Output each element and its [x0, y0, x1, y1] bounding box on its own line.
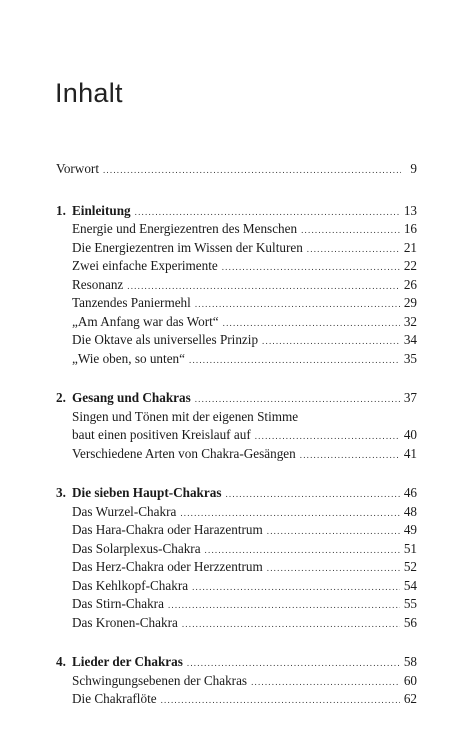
- toc-entry-label: „Wie oben, so unten“: [72, 350, 185, 366]
- dot-leader: [262, 332, 400, 351]
- toc-entry[interactable]: [56, 331, 417, 350]
- toc-entry[interactable]: [56, 558, 417, 577]
- toc-page-number: 21: [403, 239, 417, 255]
- chapter-number: 1.: [56, 202, 66, 218]
- chapter-title: Gesang und Chakras: [72, 390, 191, 405]
- toc-page-number: 62: [403, 691, 417, 706]
- toc-entry[interactable]: [56, 220, 417, 239]
- page-title: Inhalt: [55, 78, 123, 108]
- dot-leader: [195, 295, 400, 314]
- toc-page-number: 40: [403, 427, 417, 442]
- toc-page-number: 22: [403, 258, 417, 273]
- dot-leader: [187, 654, 400, 673]
- toc-entry-label: Das Wurzel-Chakra: [72, 503, 177, 519]
- dot-leader: [168, 596, 400, 615]
- toc-page-number: 35: [403, 350, 417, 366]
- toc-entry-label: Das Kehlkopf-Chakra: [72, 577, 189, 593]
- toc-entry[interactable]: [56, 276, 417, 295]
- toc-entry[interactable]: [56, 690, 417, 709]
- toc-entry[interactable]: [56, 426, 417, 445]
- dot-leader: [222, 258, 400, 277]
- toc-entry-label: Zwei einfache Experimente: [72, 258, 218, 273]
- dot-leader: [161, 691, 400, 710]
- toc-page-number: 16: [403, 221, 417, 236]
- toc-entry-label: baut einen positiven Kreislauf auf: [72, 427, 251, 442]
- dot-leader: [300, 446, 400, 465]
- toc-entry-label: Das Solarplexus-Chakra: [72, 540, 201, 556]
- dot-leader: [189, 351, 400, 370]
- toc-page-number: 46: [403, 485, 417, 500]
- toc-page-number: 29: [403, 295, 417, 310]
- toc-page-number: 41: [403, 445, 417, 461]
- toc-page-number: 54: [403, 577, 417, 593]
- toc-entry-label: Die Chakraflöte: [72, 691, 157, 706]
- dot-leader: [127, 277, 400, 296]
- chapter-title: Lieder der Chakras: [72, 654, 183, 669]
- dot-leader: [180, 504, 399, 523]
- dot-leader: [301, 221, 400, 240]
- toc-entry-label: Verschiedene Arten von Chakra-Gesängen: [72, 445, 296, 461]
- dot-leader: [135, 203, 400, 222]
- toc-entry[interactable]: [56, 313, 417, 332]
- dot-leader: [182, 615, 400, 634]
- toc-entry[interactable]: [56, 595, 417, 614]
- toc-entry-label: „Am Anfang war das Wort“: [72, 313, 219, 329]
- dot-leader: [195, 390, 400, 409]
- toc-entry-label: Singen und Tönen mit der eigenen Stimme: [72, 408, 299, 424]
- toc-page-number: 51: [403, 540, 417, 556]
- toc-entry-label: Energie und Energiezentren des Menschen: [72, 221, 298, 236]
- toc-entry[interactable]: [56, 577, 417, 596]
- toc-page-number: 37: [403, 390, 417, 405]
- chapter-title: Einleitung: [72, 202, 131, 218]
- toc-page-number: 55: [403, 596, 417, 611]
- toc-chapter-3[interactable]: [56, 484, 417, 503]
- chapter-title: Die sieben Haupt-Chakras: [72, 485, 222, 500]
- toc-entry[interactable]: [56, 239, 417, 258]
- dot-leader: [307, 240, 400, 259]
- toc-entry-label: Resonanz: [72, 276, 124, 292]
- dot-leader: [103, 161, 401, 180]
- dot-leader: [267, 522, 400, 541]
- toc-page-number: 13: [403, 202, 417, 218]
- toc-chapter-2[interactable]: [56, 389, 417, 408]
- toc-page-number: 60: [403, 672, 417, 688]
- toc-page-number: 52: [403, 559, 417, 574]
- dot-leader: [205, 541, 400, 560]
- dot-leader: [192, 578, 400, 597]
- toc-entry[interactable]: [56, 521, 417, 540]
- toc-entry-label: Das Kronen-Chakra: [72, 614, 178, 630]
- toc-page-number: 26: [403, 276, 417, 292]
- toc-page-number: 56: [403, 614, 417, 630]
- toc-entry[interactable]: [56, 672, 417, 691]
- toc-entry[interactable]: [56, 350, 417, 369]
- toc-page-number: 49: [403, 522, 417, 537]
- toc-entry-vorwort[interactable]: [56, 160, 417, 179]
- dot-leader: [255, 427, 400, 446]
- dot-leader: [267, 559, 400, 578]
- toc-entry-label: Das Herz-Chakra oder Herzzentrum: [72, 559, 263, 574]
- toc-entry[interactable]: [56, 294, 417, 313]
- dot-leader: [251, 673, 400, 692]
- toc-entry-label: Das Hara-Chakra oder Harazentrum: [72, 522, 263, 537]
- toc-chapter-1[interactable]: [56, 202, 417, 221]
- toc-entry[interactable]: [56, 408, 417, 427]
- dot-leader: [223, 314, 400, 333]
- toc-entry-label: Die Energiezentren im Wissen der Kulturen: [72, 239, 303, 255]
- toc-entry[interactable]: [56, 445, 417, 464]
- toc-chapter-4[interactable]: [56, 653, 417, 672]
- toc-page-number: 9: [410, 161, 417, 176]
- chapter-number: 4.: [56, 654, 66, 669]
- toc-entry-label: Vorwort: [56, 161, 99, 176]
- dot-leader: [225, 485, 399, 504]
- toc-page-number: 58: [403, 654, 417, 669]
- toc-entry[interactable]: [56, 540, 417, 559]
- toc-entry-label: Das Stirn-Chakra: [72, 596, 164, 611]
- toc-entry[interactable]: [56, 257, 417, 276]
- toc-page-number: 32: [403, 313, 417, 329]
- toc-entry[interactable]: [56, 614, 417, 633]
- toc-page-number: 48: [403, 503, 417, 519]
- table-of-contents: [56, 160, 417, 709]
- chapter-number: 2.: [56, 390, 66, 405]
- chapter-number: 3.: [56, 485, 66, 500]
- toc-entry-label: Tanzendes Paniermehl: [72, 295, 191, 310]
- toc-page-number: 34: [403, 332, 417, 347]
- toc-entry-label: Schwingungsebenen der Chakras: [72, 672, 248, 688]
- toc-entry-label: Die Oktave als universelles Prinzip: [72, 332, 259, 347]
- toc-entry[interactable]: [56, 503, 417, 522]
